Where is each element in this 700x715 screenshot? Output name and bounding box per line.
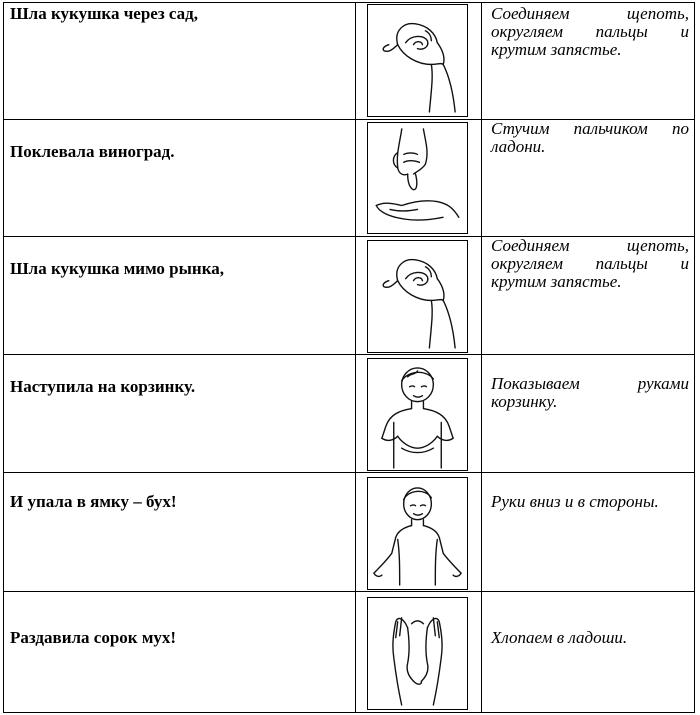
verse-line-1: Шла кукушка через сад,	[10, 4, 199, 23]
action-text-2: Стучим пальчиком по ладони.	[491, 119, 689, 156]
pinched-fingers-hand-icon	[367, 240, 468, 353]
verse-line-4: Наступила на корзинку.	[10, 377, 196, 396]
verse-line-2: Поклевала виноград.	[10, 142, 175, 161]
pinched-fingers-hand-icon	[367, 4, 468, 117]
verse-line-5: И упала в ямку – бух!	[10, 492, 177, 511]
row-divider	[3, 472, 695, 473]
child-arms-basket-icon	[367, 358, 468, 471]
action-text-1: Соединяем щепоть, округляем пальцы и крутим запястье.	[491, 4, 689, 59]
verse-line-3: Шла кукушка мимо рынка,	[10, 259, 224, 278]
row-divider	[3, 591, 695, 592]
clapping-hands-icon	[367, 597, 468, 710]
action-text-5: Руки вниз и в стороны.	[491, 492, 659, 511]
column-divider	[481, 2, 482, 713]
action-text-6: Хлопаем в ладоши.	[491, 628, 628, 647]
verse-line-6: Раздавила сорок мух!	[10, 628, 177, 647]
action-text-3: Соединяем щепоть, округляем пальцы и крутим запястье.	[491, 236, 689, 291]
child-arms-down-icon	[367, 477, 468, 590]
row-divider	[3, 354, 695, 355]
action-text-4: Показываем руками корзинку.	[491, 374, 689, 411]
column-divider	[355, 2, 356, 713]
finger-tapping-palm-icon	[367, 122, 468, 234]
table-border	[3, 2, 695, 713]
